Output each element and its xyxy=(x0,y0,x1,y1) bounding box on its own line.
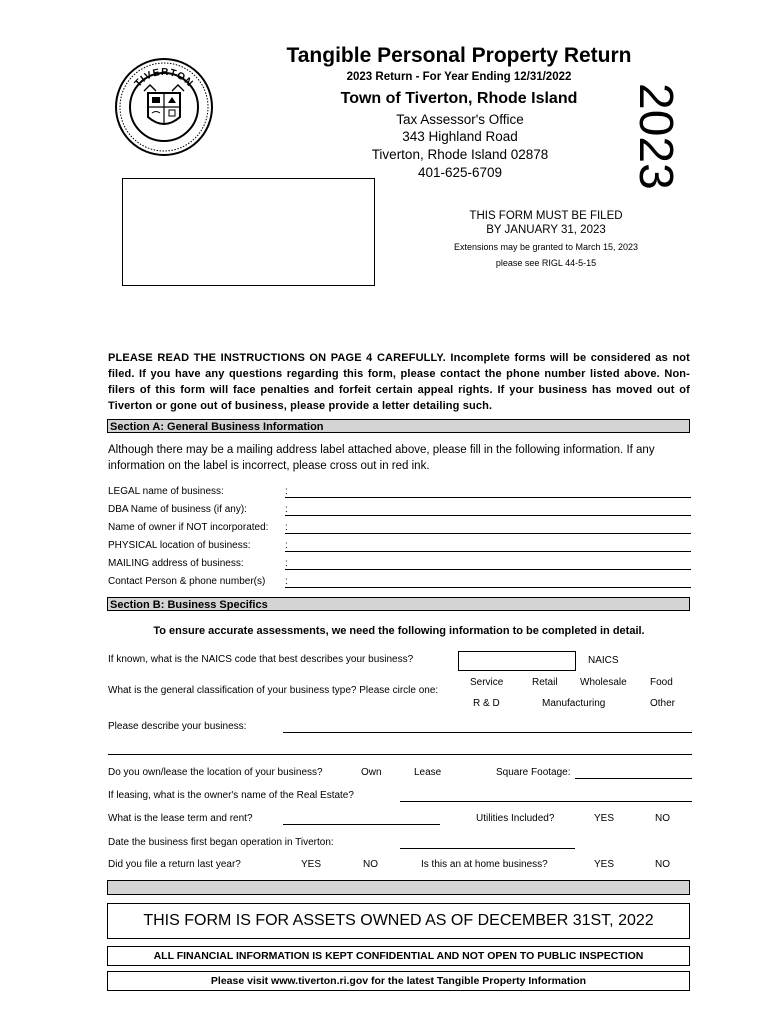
class-option-retail[interactable]: Retail xyxy=(532,677,558,688)
home-business-yes[interactable]: YES xyxy=(594,859,615,870)
class-option-manufacturing[interactable]: Manufacturing xyxy=(542,698,606,709)
classification-question: What is the general classification of your business type? Please circle one: xyxy=(108,685,439,696)
mailing-address-input[interactable] xyxy=(285,569,691,570)
extension-note: Extensions may be granted to March 15, 2023 xyxy=(453,242,639,252)
field-label-dba-name: DBA Name of business (if any): xyxy=(108,504,247,515)
office-name: Tax Assessor's Office xyxy=(396,112,524,127)
office-phone: 401-625-6709 xyxy=(417,165,503,180)
town-seal-icon xyxy=(114,57,214,157)
home-business-question: Is this an at home business? xyxy=(421,859,548,870)
instructions-paragraph: PLEASE READ THE INSTRUCTIONS ON PAGE 4 CAREFULLY. Incomplete forms will be considered as not filed. If you have any questions regarding this form, please contact the phone number listed above. Non-filers of this form will face penalties and forfeit certain appeal rights. If your business has moved out of Tiverton or gone out of business, please provide a letter detailing such. xyxy=(108,352,690,412)
describe-input-line2[interactable] xyxy=(108,754,692,755)
field-label-owner-name: Name of owner if NOT incorporated: xyxy=(108,522,269,533)
year-vertical xyxy=(628,83,688,213)
real-estate-owner-input[interactable] xyxy=(400,801,692,802)
filed-last-year-yes[interactable]: YES xyxy=(301,859,322,870)
divider-band xyxy=(107,880,690,895)
filing-deadline-line2: BY JANUARY 31, 2023 xyxy=(486,224,606,236)
naics-input[interactable] xyxy=(458,651,576,671)
describe-question: Please describe your business: xyxy=(108,721,247,732)
own-lease-question: Do you own/lease the location of your business? xyxy=(108,767,323,778)
contact-input[interactable] xyxy=(285,587,691,588)
field-label-contact: Contact Person & phone number(s) xyxy=(108,576,266,587)
square-footage-label: Square Footage: xyxy=(496,767,571,778)
home-business-no[interactable]: NO xyxy=(655,859,670,870)
town-name: Town of Tiverton, Rhode Island xyxy=(340,90,578,107)
physical-location-input[interactable] xyxy=(285,551,691,552)
svg-text:2023: 2023 xyxy=(629,83,682,190)
seal-text: TIVERTON xyxy=(132,66,196,90)
confidential-notice: ALL FINANCIAL INFORMATION IS KEPT CONFIDENTIAL AND NOT OPEN TO PUBLIC INSPECTION xyxy=(107,946,690,966)
svg-text:TIVERTON xyxy=(133,67,195,90)
class-option-other[interactable]: Other xyxy=(650,698,676,709)
rigl-note: please see RIGL 44-5-15 xyxy=(495,258,597,268)
lease-term-question: What is the lease term and rent? xyxy=(108,813,253,824)
office-street: 343 Highland Road xyxy=(402,129,518,144)
section-a-heading: Section A: General Business Information xyxy=(107,419,690,433)
class-option-food[interactable]: Food xyxy=(650,677,673,688)
website-notice: Please visit www.tiverton.ri.gov for the latest Tangible Property Information xyxy=(107,971,690,991)
field-label-physical-location: PHYSICAL location of business: xyxy=(108,540,251,551)
class-option-rd[interactable]: R & D xyxy=(473,698,500,709)
filed-last-year-question: Did you file a return last year? xyxy=(108,859,241,870)
section-b-heading: Section B: Business Specifics xyxy=(107,597,690,611)
class-option-wholesale[interactable]: Wholesale xyxy=(580,677,627,688)
form-subtitle: 2023 Return - For Year Ending 12/31/2022 xyxy=(346,71,572,83)
owner-name-input[interactable] xyxy=(285,533,691,534)
field-label-mailing-address: MAILING address of business: xyxy=(108,558,244,569)
assets-date-notice: THIS FORM IS FOR ASSETS OWNED AS OF DECEMBER 31ST, 2022 xyxy=(107,903,690,939)
filing-deadline-line1: THIS FORM MUST BE FILED xyxy=(469,210,623,222)
class-option-service[interactable]: Service xyxy=(470,677,504,688)
field-label-legal-name: LEGAL name of business: xyxy=(108,486,224,497)
utilities-yes[interactable]: YES xyxy=(594,813,615,824)
option-lease[interactable]: Lease xyxy=(414,767,442,778)
naics-question: If known, what is the NAICS code that best describes your business? xyxy=(108,654,414,665)
square-footage-input[interactable] xyxy=(575,778,692,779)
utilities-no[interactable]: NO xyxy=(655,813,670,824)
option-own[interactable]: Own xyxy=(361,767,382,778)
dba-name-input[interactable] xyxy=(285,515,691,516)
filed-last-year-no[interactable]: NO xyxy=(363,859,378,870)
legal-name-input[interactable] xyxy=(285,497,691,498)
naics-label: NAICS xyxy=(588,655,619,666)
lease-term-input[interactable] xyxy=(283,824,440,825)
mailing-label-box xyxy=(122,178,375,286)
describe-input-line1[interactable] xyxy=(283,732,692,733)
form-title: Tangible Personal Property Return xyxy=(286,44,632,67)
section-a-intro: Although there may be a mailing address label attached above, please fill in the following information. If any information on the label is incorrect, please cross out in red ink. xyxy=(108,444,655,472)
began-operation-question: Date the business first began operation in Tiverton: xyxy=(108,837,334,848)
section-b-lead: To ensure accurate assessments, we need the following information to be completed in detail. xyxy=(153,625,645,637)
owner-name-question: If leasing, what is the owner's name of the Real Estate? xyxy=(108,790,354,801)
began-operation-input[interactable] xyxy=(400,848,575,849)
office-city: Tiverton, Rhode Island 02878 xyxy=(371,147,549,162)
utilities-question: Utilities Included? xyxy=(476,813,555,824)
